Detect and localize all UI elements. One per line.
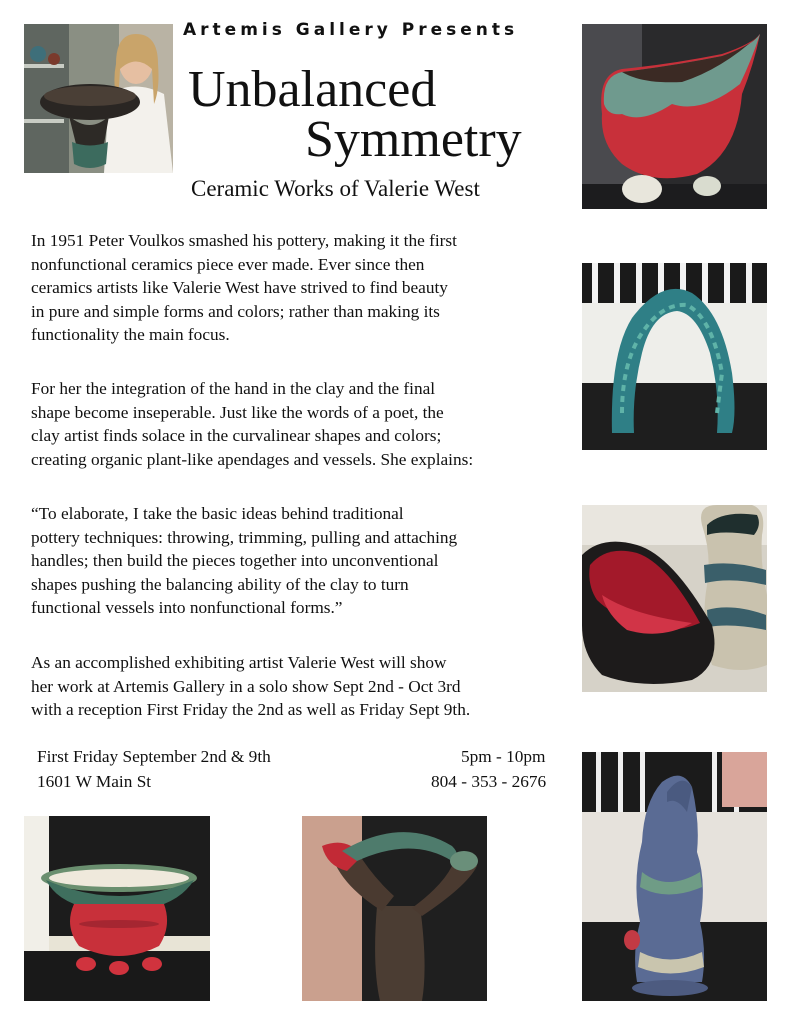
subtitle: Ceramic Works of Valerie West — [191, 176, 480, 201]
paragraph-1: In 1951 Peter Voulkos smashed his pottery, making it the first nonfunctional ceramics piece ever made. Ever since then ceramics artists like Valerie West have strived to find beauty in pure and simple forms and colors; rather than making its functionality the main focus. — [31, 231, 457, 345]
blue-twin-tower-sculpture-photo — [582, 752, 767, 1001]
gallery-presents-heading: Artemis Gallery Presents — [183, 20, 519, 40]
paragraph-4: As an accomplished exhibiting artist Valerie West will show her work at Artemis Gallery in a solo show Sept 2nd - Oct 3rd with a reception First Friday the 2nd as well as Friday Sept 9th. — [31, 653, 471, 720]
red-vessel-and-vase-photo — [582, 505, 767, 692]
blue-arch-sculpture-photo — [582, 263, 767, 450]
paragraph-2: For her the integration of the hand in the clay and the final shape become inseperable. Just like the words of a poet, the clay artist finds solace in the curvalinear shapes and colors; creating organic plant-like apendages and vessels. She explains: — [31, 379, 474, 469]
event-address: 1601 W Main St — [37, 772, 152, 791]
paragraph-3-quote: “To elaborate, I take the basic ideas behind traditional pottery techniques: throwing, trimming, pulling and attaching handles; then build the pieces together into unconventional shapes pushing the balancing ability of the clay to turn functional vessels into nonfunctional forms.” — [31, 504, 458, 618]
artist-portrait-photo — [24, 24, 173, 173]
event-phone: 804 - 353 - 2676 — [431, 772, 547, 791]
title-line-1: Unbalanced — [188, 61, 437, 118]
branching-vessel-photo — [302, 816, 487, 1001]
red-pitcher-photo — [582, 24, 767, 209]
event-dates: First Friday September 2nd & 9th — [37, 747, 271, 766]
title-line-2: Symmetry — [305, 111, 522, 168]
event-time: 5pm - 10pm — [461, 747, 546, 766]
red-footed-bowl-photo — [24, 816, 210, 1001]
